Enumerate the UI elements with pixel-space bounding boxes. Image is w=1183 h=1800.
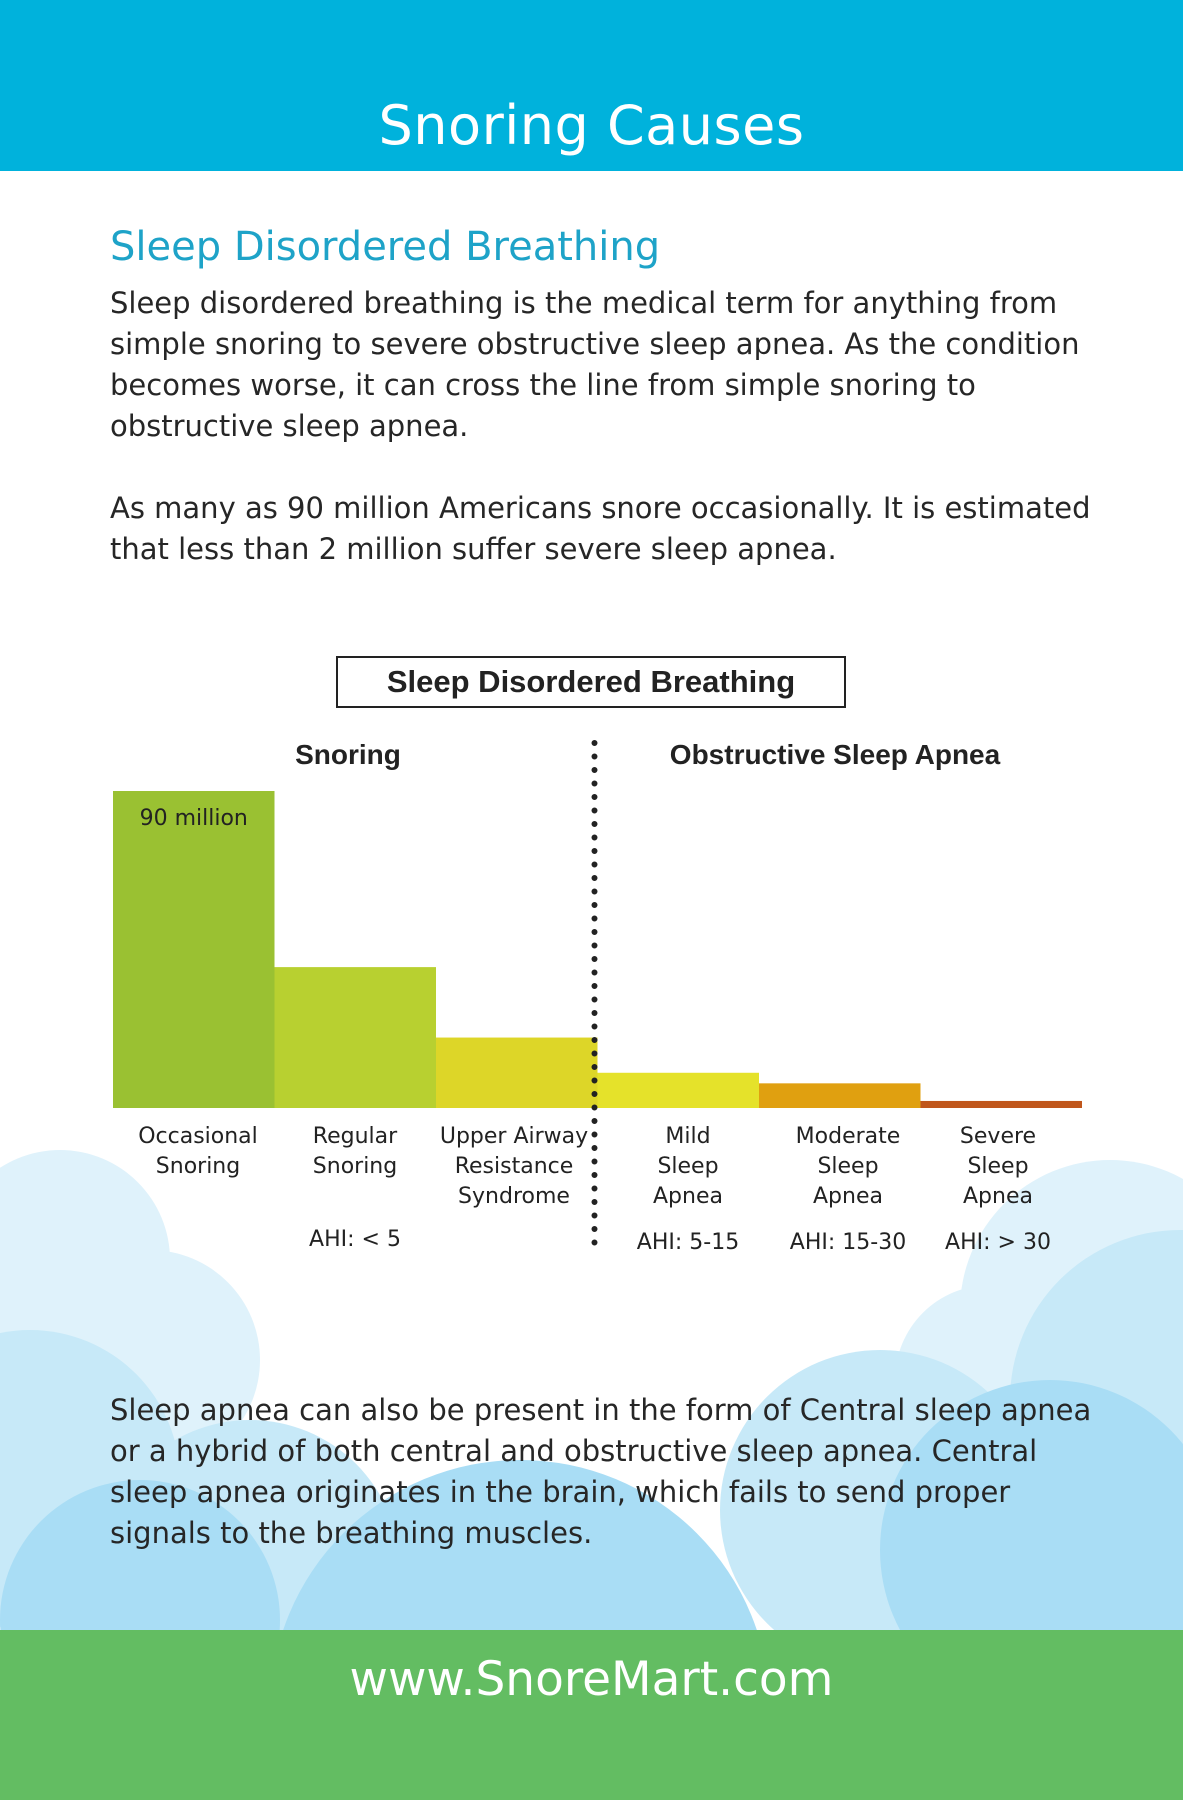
category-label-0-line-0: Occasional: [138, 1124, 258, 1149]
category-label-2-line-0: Upper Airway: [439, 1124, 589, 1149]
central-apnea-paragraph: Sleep apnea can also be present in the form of Central sleep apnea or a hybrid of both central and obstructive sleep apnea. Central sleep apnea originates in the brain, which fails to send proper signals to the breathing muscles.: [110, 1393, 1092, 1550]
category-label-1-line-1: Snoring: [312, 1154, 398, 1179]
category-label-4-line-2: Apnea: [813, 1184, 883, 1209]
category-label-5-line-1: Sleep: [967, 1154, 1029, 1179]
intro-paragraph: Sleep disordered breathing is the medical term for anything from simple snoring to severe obstructive sleep apnea. As the condition becomes worse, it can cross the line from simple snoring to obstructive sleep apnea.: [110, 286, 1080, 443]
region-label-snoring: Snoring: [295, 739, 401, 770]
ahi-label-4: AHI: 15-30: [789, 1230, 907, 1255]
bar-1: [275, 967, 437, 1108]
category-label-2-line-1: Resistance: [454, 1154, 574, 1179]
data-label-0: 90 million: [139, 806, 248, 831]
category-label-5-line-2: Apnea: [963, 1184, 1033, 1209]
sleep-breathing-chart: [0, 640, 1183, 1260]
bar-2: [436, 1038, 598, 1108]
ahi-label-1: AHI: < 5: [309, 1227, 401, 1252]
category-label-1-line-0: Regular: [312, 1124, 398, 1149]
category-label-4-line-0: Moderate: [795, 1124, 901, 1149]
category-label-0-line-1: Snoring: [155, 1154, 241, 1179]
section-heading: Sleep Disordered Breathing: [110, 224, 661, 270]
chart-title: Sleep Disordered Breathing: [336, 656, 846, 708]
bar-3: [598, 1073, 760, 1108]
category-label-2-line-2: Syndrome: [458, 1184, 570, 1209]
page-title: Snoring Causes: [378, 94, 805, 157]
website-link[interactable]: www.SnoreMart.com: [349, 1652, 834, 1707]
bar-4: [759, 1083, 921, 1108]
statistics-paragraph: As many as 90 million Americans snore occasionally. It is estimated that less than 2 million suffer severe sleep apnea.: [110, 491, 1091, 566]
category-label-4-line-1: Sleep: [817, 1154, 879, 1179]
category-label-3-line-2: Apnea: [653, 1184, 723, 1209]
category-label-5-line-0: Severe: [959, 1124, 1037, 1149]
ahi-label-5: AHI: > 30: [945, 1230, 1051, 1255]
bar-5: [921, 1101, 1083, 1108]
category-label-3-line-1: Sleep: [657, 1154, 719, 1179]
region-label-obstructive-sleep-apnea: Obstructive Sleep Apnea: [669, 739, 1001, 770]
ahi-label-3: AHI: 5-15: [636, 1230, 740, 1255]
category-label-3-line-0: Mild: [665, 1124, 711, 1149]
bar-0: [113, 791, 275, 1108]
